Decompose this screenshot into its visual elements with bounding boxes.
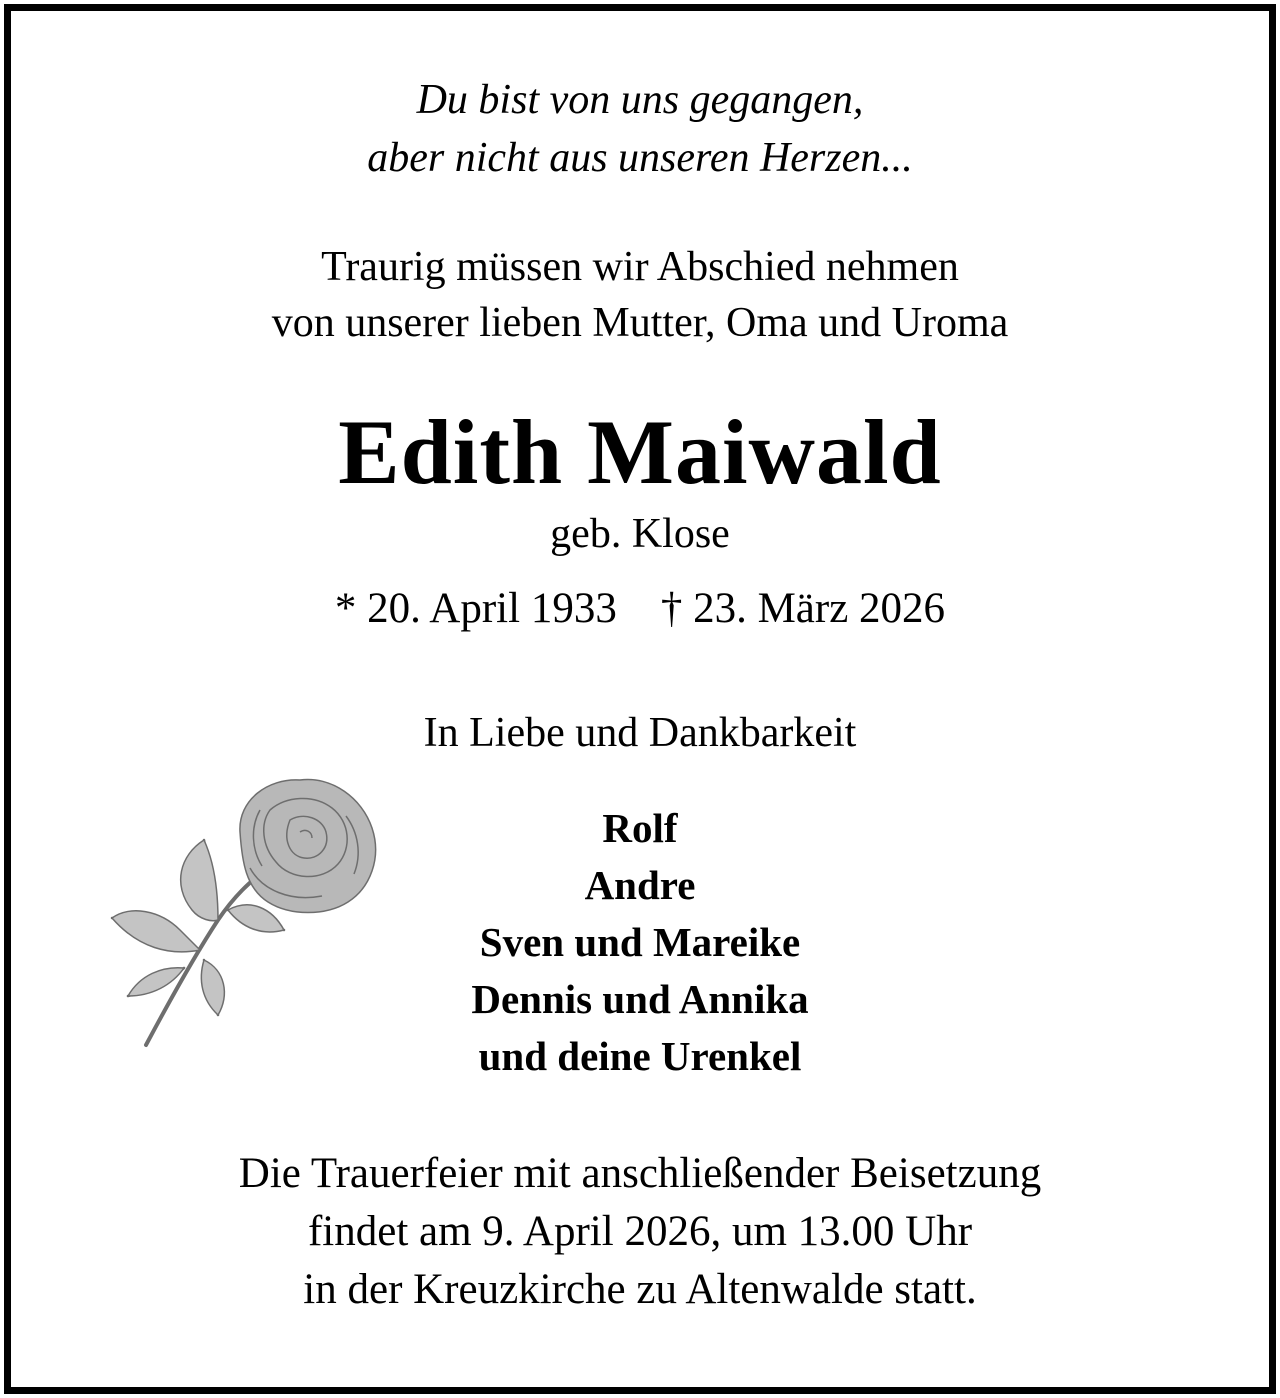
rose-icon xyxy=(100,770,390,1060)
intro-line-1: Traurig müssen wir Abschied nehmen xyxy=(321,244,959,290)
family-member: Sven und Mareike xyxy=(479,919,801,965)
family-member: Dennis und Annika xyxy=(471,976,809,1022)
death-date: † 23. März 2026 xyxy=(660,585,946,632)
ceremony-line-3: in der Kreuzkirche zu Altenwalde statt. xyxy=(303,1266,977,1313)
family-member: und deine Urenkel xyxy=(478,1033,802,1079)
closing-phrase: In Liebe und Dankbarkeit xyxy=(423,710,857,756)
rose-bloom xyxy=(240,780,376,913)
ceremony-line-1: Die Trauerfeier mit anschließender Beisetzung xyxy=(238,1150,1042,1197)
deceased-name: Edith Maiwald xyxy=(338,401,942,503)
motto-line-1: Du bist von uns gegangen, xyxy=(416,77,864,123)
maiden-name: geb. Klose xyxy=(550,511,730,557)
life-dates xyxy=(0,584,1280,633)
family-member: Andre xyxy=(584,862,696,908)
family-member: Rolf xyxy=(602,805,678,851)
birth-date: * 20. April 1933 xyxy=(334,585,617,632)
motto-line-2: aber nicht aus unseren Herzen... xyxy=(367,135,913,181)
ceremony-line-2: findet am 9. April 2026, um 13.00 Uhr xyxy=(307,1208,973,1255)
intro-line-2: von unserer lieben Mutter, Oma und Uroma xyxy=(271,300,1009,346)
